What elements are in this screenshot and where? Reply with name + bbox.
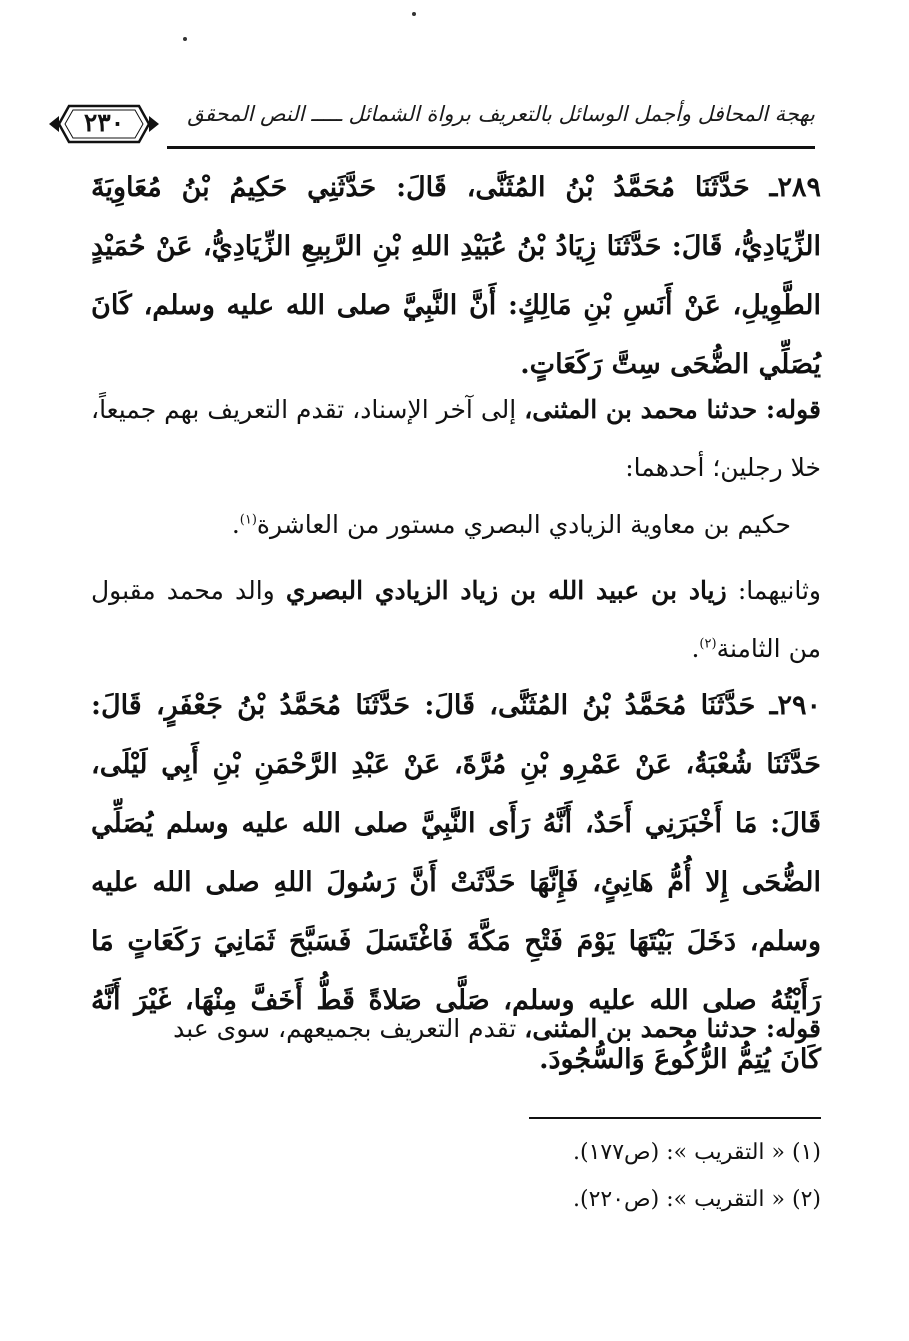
footnote-2 bbox=[91, 1183, 821, 1217]
footnote-1 bbox=[91, 1136, 821, 1170]
header-rule bbox=[167, 146, 815, 149]
scan-speck bbox=[183, 37, 187, 41]
narrator-1-text: حكيم بن معاوية الزيادي البصري مستور من العاشرة bbox=[256, 510, 791, 539]
period: . bbox=[231, 510, 240, 539]
footnote-separator bbox=[529, 1117, 821, 1119]
hadith-289 bbox=[91, 158, 821, 394]
comment-289-rest: إلى آخر الإسناد، تقدم التعريف بهم جميعاً، خلا رجلين؛ أحدهما: bbox=[91, 395, 821, 482]
scan-speck bbox=[412, 12, 416, 16]
hadith-289-text: ٢٨٩ـ حَدَّثَنَا مُحَمَّدُ بْنُ المُثَنَّى، قَالَ: حَدَّثَنِي حَكِيمُ بْنُ مُعَاوِيَةَ الزِّيَادِيُّ، قَالَ: حَدَّثَنَا زِيَادُ بْنُ عُبَيْدِ اللهِ بْنِ الرَّبِيعِ الزِّيَادِيُّ، عَنْ حُمَيْدٍ الطَّوِيلِ، عَنْ أَنَسِ بْنِ مَالِكٍ: أَنَّ النَّبِيَّ صلى الله عليه وسلم، كَانَ يُصَلِّي الضُّحَى سِتَّ رَكَعَاتٍ. bbox=[91, 172, 821, 380]
narrator-1-entry bbox=[91, 496, 821, 554]
hadith-290-text: ٢٩٠ـ حَدَّثَنَا مُحَمَّدُ بْنُ المُثَنَّى، قَالَ: حَدَّثَنَا مُحَمَّدُ بْنُ جَعْفَرٍ، قَالَ: حَدَّثَنَا شُعْبَةُ، عَنْ عَمْرِو بْنِ مُرَّةَ، عَنْ عَبْدِ الرَّحْمَنِ بْنِ أَبِي لَيْلَى، قَالَ: مَا أَخْبَرَنِي أَحَدٌ، أَنَّهُ رَأَى النَّبِيَّ صلى الله عليه وسلم يُصَلِّي الضُّحَى إِلا أُمُّ هَانِئٍ، فَإِنَّهَا حَدَّثَتْ أَنَّ رَسُولَ اللهِ صلى الله عليه وسلم، دَخَلَ بَيْتَهَا يَوْمَ فَتْحِ مَكَّةَ فَاغْتَسَلَ فَسَبَّحَ ثَمَانِيَ رَكَعَاتٍ مَا رَأَيْتُهُ صلى الله عليه وسلم، صَلَّى صَلاةً قَطُّ أَخَفَّ مِنْهَا، غَيْرَ أَنَّهُ كَانَ يُتِمُّ الرُّكُوعَ وَالسُّجُودَ. bbox=[91, 690, 821, 1075]
footnote-1-text: « التقريب »: (ص١٧٧). bbox=[573, 1140, 785, 1165]
narrator-2-entry bbox=[91, 562, 821, 678]
footnote-2-text: « التقريب »: (ص٢٢٠). bbox=[573, 1187, 785, 1212]
comment-290-rest: تقدم التعريف بجميعهم، سوى عبد bbox=[173, 1014, 525, 1043]
footnote-1-number: (١) bbox=[791, 1140, 821, 1165]
running-title: بهجة المحافل وأجمل الوسائل بالتعريف برواة الشمائل ـــــ النص المحقق bbox=[187, 102, 815, 126]
page-header bbox=[45, 96, 815, 152]
page-number: ٢٣٠ bbox=[83, 108, 125, 137]
narrator-2-name: زياد بن عبيد الله بن زياد الزيادي البصري bbox=[285, 576, 727, 605]
footnote-ref-1: (١) bbox=[239, 512, 257, 528]
footnote-2-number: (٢) bbox=[791, 1187, 821, 1212]
comment-289 bbox=[91, 381, 821, 497]
page-number-frame bbox=[45, 96, 163, 152]
footnote-ref-2: (٢) bbox=[699, 636, 717, 652]
comment-290-lead: قوله: حدثنا محمد بن المثنى، bbox=[524, 1014, 821, 1043]
narrator-2-prefix: وثانيهما: bbox=[726, 576, 821, 605]
period: . bbox=[691, 634, 700, 663]
comment-290 bbox=[91, 1000, 821, 1058]
narrator-2-suffix: والد محمد مقبول من الثامنة bbox=[91, 576, 821, 663]
comment-289-lead: قوله: حدثنا محمد بن المثنى، bbox=[524, 395, 821, 424]
